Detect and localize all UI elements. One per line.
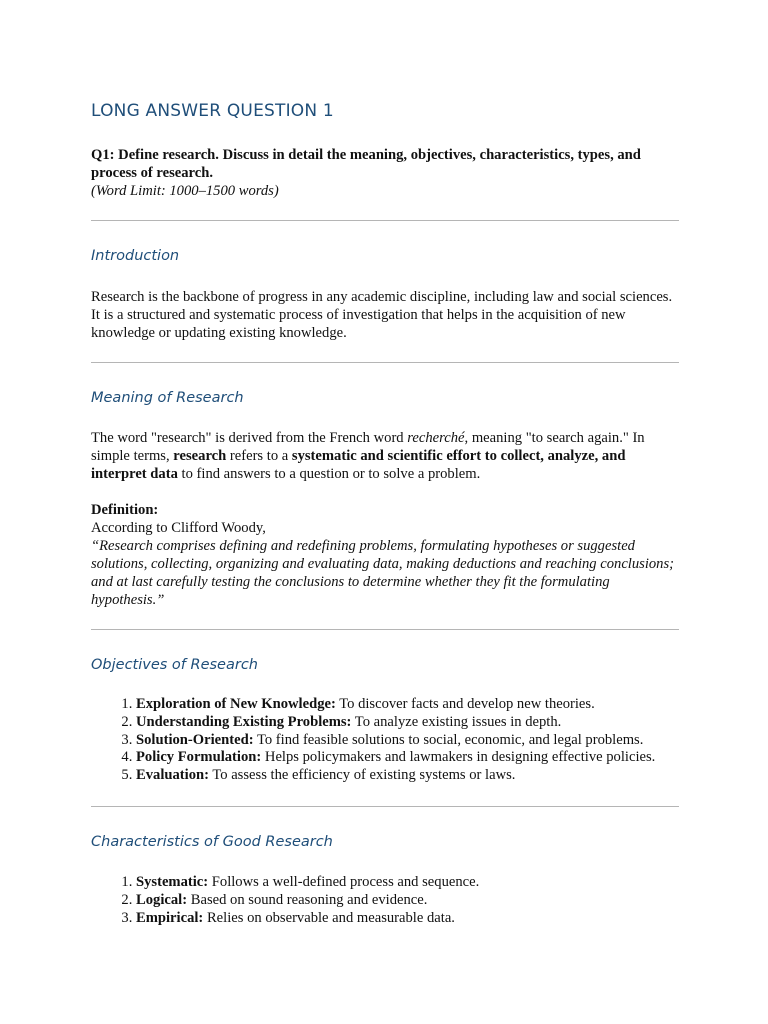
meaning-text-2: , meaning "to search again." In simple terms, <box>91 430 645 464</box>
word-limit: (Word Limit: 1000–1500 words) <box>91 183 279 199</box>
list-item <box>136 767 696 785</box>
divider <box>91 362 679 363</box>
page-title: LONG ANSWER QUESTION 1 <box>91 101 334 121</box>
section-heading-characteristics: Characteristics of Good Research <box>91 834 333 850</box>
item-term: Logical: <box>136 891 188 908</box>
meaning-text-3: refers to a <box>226 448 292 464</box>
item-desc: Helps policymakers and lawmakers in designing effective policies. <box>261 749 656 766</box>
list-item <box>136 749 696 767</box>
meaning-french-word: recherché <box>407 430 465 446</box>
section-heading-introduction: Introduction <box>91 248 180 264</box>
list-item <box>136 892 696 910</box>
meaning-paragraph <box>91 429 679 483</box>
list-item <box>136 910 696 928</box>
section-heading-meaning: Meaning of Research <box>91 390 244 406</box>
objectives-list <box>91 696 696 785</box>
definition-source: According to Clifford Woody, <box>91 520 266 536</box>
list-item <box>136 732 696 750</box>
question-block <box>91 146 679 200</box>
meaning-bold-effort: systematic and scientific effort to collect, analyze, and interpret data <box>91 448 626 482</box>
question-label: Q1: Define research. Discuss in detail the meaning, objectives, characteristics, types, and process of research. <box>91 147 641 181</box>
item-desc: To analyze existing issues in depth. <box>351 713 562 730</box>
item-desc: To discover facts and develop new theories. <box>335 696 595 712</box>
definition-block <box>91 501 679 609</box>
divider <box>91 806 679 807</box>
item-desc: Relies on observable and measurable data. <box>203 909 455 926</box>
definition-label: Definition: <box>91 502 159 518</box>
meaning-bold-research: research <box>173 448 227 464</box>
item-term: Solution-Oriented: <box>136 731 254 748</box>
item-desc: To assess the efficiency of existing systems or laws. <box>208 767 516 783</box>
item-term: Understanding Existing Problems: <box>136 713 352 730</box>
meaning-text-1: The word "research" is derived from the French word <box>91 430 408 446</box>
item-term: Policy Formulation: <box>136 749 262 766</box>
introduction-text: Research is the backbone of progress in any academic discipline, including law and social sciences. It is a structured and systematic process of investigation that helps in the acquisition of new knowledge or updating existing knowledge. <box>91 289 673 341</box>
section-heading-objectives: Objectives of Research <box>91 657 258 673</box>
item-term: Empirical: <box>136 909 204 926</box>
divider <box>91 629 679 630</box>
item-term: Evaluation: <box>136 767 209 783</box>
item-term: Systematic: <box>136 874 209 890</box>
item-desc: To find feasible solutions to social, economic, and legal problems. <box>253 731 644 748</box>
list-item <box>136 714 696 732</box>
item-term: Exploration of New Knowledge: <box>136 696 336 712</box>
list-item <box>136 874 696 892</box>
definition-quote: “Research comprises defining and redefining problems, formulating hypotheses or suggested solutions, collecting, organizing and evaluating data, making deductions and reaching conclusions; and at last carefully testing the conclusions to determine whether they fit the formulating hypothesis.” <box>91 538 675 608</box>
item-desc: Based on sound reasoning and evidence. <box>187 891 428 908</box>
item-desc: Follows a well-defined process and sequence. <box>208 874 480 890</box>
meaning-text-4: to find answers to a question or to solve a problem. <box>177 466 481 482</box>
list-item <box>136 696 696 714</box>
divider <box>91 220 679 221</box>
characteristics-list <box>91 874 696 927</box>
